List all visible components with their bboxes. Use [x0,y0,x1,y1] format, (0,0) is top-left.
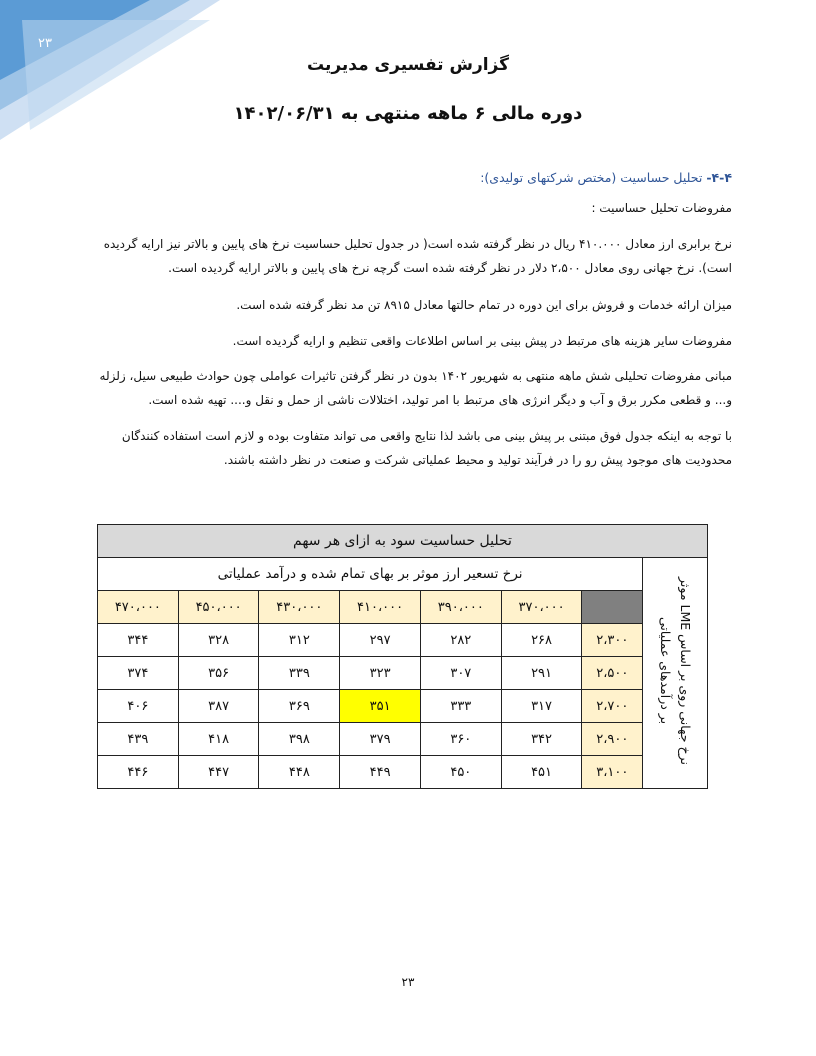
table-row [98,657,708,690]
table-row [98,756,708,789]
table-cell: ۳۴۴ [98,624,179,657]
paragraph-exchange-rate: نرخ برابری ارز معادل ۴۱۰.۰۰۰ ریال در نظر گرفته شده است( در جدول تحلیل حساسیت نرخ های پایین و بالاتر نیز ارایه گردیده است). نرخ جهانی روی معادل ۲،۵۰۰ دلار در نظر گرفته شده است گرچه نرخ های پایین و بالاتر ارایه گردیده است. [103,237,732,275]
table-cell: ۴۴۸ [259,756,340,789]
table-row [98,690,708,723]
column-group-label: نرخ تسعیر ارز موثر بر بهای تمام شده و درآمد عملیاتی [98,558,643,591]
table-cell: ۴۱۸ [178,723,259,756]
table-cell: ۳۱۲ [259,624,340,657]
column-header: ۳۷۰،۰۰۰ [501,591,582,624]
section-number: ۴-۴- [706,170,732,185]
column-header-row [98,591,708,624]
row-header: ۲،۷۰۰ [582,690,643,723]
paragraph-cost-assumptions: مفروضات سایر هزینه های مرتبط در پیش بینی بر اساس اطلاعات واقعی تنظیم و ارایه گردیده است. [232,334,732,348]
footer-page-number: ۲۳ [401,975,415,989]
section-heading [480,170,732,185]
table-cell: ۴۰۶ [98,690,179,723]
corner-page-number: ۲۳ [38,36,52,51]
table-cell: ۳۲۸ [178,624,259,657]
table-cell: ۴۵۰ [420,756,501,789]
column-header: ۳۹۰،۰۰۰ [420,591,501,624]
table-cell: ۳۷۹ [340,723,421,756]
column-header: ۴۵۰،۰۰۰ [178,591,259,624]
table-cell: ۳۰۷ [420,657,501,690]
table-cell: ۲۹۱ [501,657,582,690]
table-cell: ۴۴۶ [98,756,179,789]
report-subtitle: دوره مالی ۶ ماهه منتهی به ۱۴۰۲/۰۶/۳۱ [233,103,583,124]
column-header: ۴۷۰،۰۰۰ [98,591,179,624]
row-header: ۲،۹۰۰ [582,723,643,756]
table-cell: ۳۵۶ [178,657,259,690]
table-cell: ۴۵۱ [501,756,582,789]
highlighted-base-cell: ۳۵۱ [340,690,421,723]
paragraph-sales-volume: میزان ارائه خدمات و فروش برای این دوره در تمام حالتها معادل ۸۹۱۵ تن مد نظر گرفته شده است. [236,298,732,312]
paragraph-basis: مبانی مفروضات تحلیلی شش ماهه منتهی به شهریور ۱۴۰۲ بدون در نظر گرفتن تاثیرات عواملی چون حوادث طبیعی سیل، زلزله و... و قطعی مکرر برق و آب و دیگر انرژی های مرتبط با امر تولید، اختلالات ناشی از حمل و نقل و.... تهیه شده است. [99,369,732,407]
table-cell: ۳۸۷ [178,690,259,723]
report-title: گزارش تفسیری مدیریت [306,55,510,75]
row-header: ۲،۵۰۰ [582,657,643,690]
table-cell: ۳۶۰ [420,723,501,756]
corner-cell [582,591,643,624]
table-cell: ۲۸۲ [420,624,501,657]
row-header: ۲،۳۰۰ [582,624,643,657]
row-group-label: نرخ جهانی روی بر اساس LME موثر بر درآمدهای عملیاتی [658,577,694,765]
table-row [98,624,708,657]
table-title: تحلیل حساسیت سود به ازای هر سهم [98,525,708,558]
table-cell: ۳۳۹ [259,657,340,690]
table-cell: ۲۶۸ [501,624,582,657]
table-cell: ۳۹۸ [259,723,340,756]
table-cell: ۳۶۹ [259,690,340,723]
assumptions-label: مفروضات تحلیل حساسیت : [591,201,732,215]
table-cell: ۳۳۳ [420,690,501,723]
row-header: ۳،۱۰۰ [582,756,643,789]
table-cell: ۲۹۷ [340,624,421,657]
table-cell: ۳۷۴ [98,657,179,690]
sensitivity-table [97,524,708,789]
table-cell: ۳۲۳ [340,657,421,690]
table-cell: ۴۳۹ [98,723,179,756]
paragraph-disclaimer: با توجه به اینکه جدول فوق مبتنی بر پیش بینی می باشد لذا نتایج واقعی می تواند متفاوت بوده و لازم است استفاده کنندگان محدودیت های موجود پیش رو را در فرآیند تولید و محیط عملیاتی شرکت و صنعت در نظر داشته باشند. [121,429,732,467]
column-header: ۴۱۰،۰۰۰ [340,591,421,624]
table-row [98,723,708,756]
table-cell: ۳۴۲ [501,723,582,756]
section-title: تحلیل حساسیت (مختص شرکتهای تولیدی): [480,170,703,185]
column-header: ۴۳۰،۰۰۰ [259,591,340,624]
table-cell: ۴۴۷ [178,756,259,789]
row-group-header [643,558,708,789]
table-cell: ۳۱۷ [501,690,582,723]
table-cell: ۴۴۹ [340,756,421,789]
